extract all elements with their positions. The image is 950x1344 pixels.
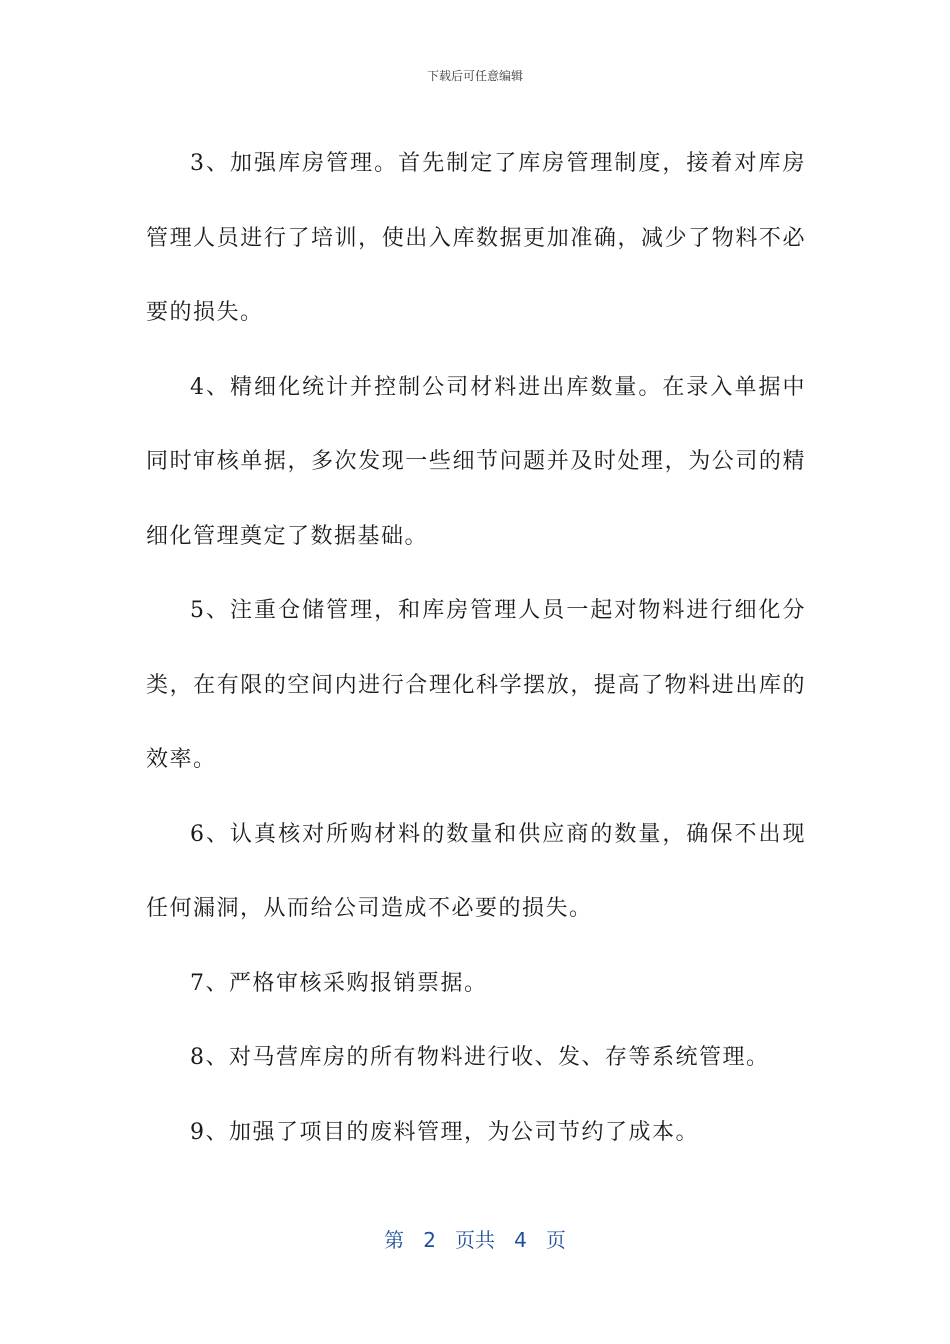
paragraph-6: 6、认真核对所购材料的数量和供应商的数量，确保不出现任何漏洞，从而给公司造成不必要的损失。 xyxy=(146,821,806,921)
paragraph-3: 3、加强库房管理。首先制定了库房管理制度，接着对库房管理人员进行了培训，使出入库数据更加准确，减少了物料不必要的损失。 xyxy=(146,151,806,325)
paragraph-8: 8、对马营库房的所有物料进行收、发、存等系统管理。 xyxy=(190,1045,770,1070)
footer-mid: 页共 xyxy=(455,1228,495,1252)
paragraph-7: 7、严格审核采购报销票据。 xyxy=(190,970,488,996)
document-body xyxy=(146,127,806,1170)
header-note: 下载后可任意编辑 xyxy=(426,69,523,83)
footer-prefix: 第 xyxy=(384,1228,405,1252)
total-pages-number: 4 xyxy=(514,1228,527,1252)
paragraph-4: 4、精细化统计并控制公司材料进出库数量。在录入单据中同时审核单据，多次发现一些细节问题并及时处理，为公司的精细化管理奠定了数据基础。 xyxy=(146,374,806,549)
current-page-number: 2 xyxy=(423,1228,436,1252)
page-footer xyxy=(0,1224,950,1253)
paragraph-5: 5、注重仓储管理，和库房管理人员一起对物料进行细化分类，在有限的空间内进行合理化科学摆放，提高了物料进出库的效率。 xyxy=(146,598,806,772)
footer-suffix: 页 xyxy=(545,1228,566,1252)
paragraph-9: 9、加强了项目的废料管理，为公司节约了成本。 xyxy=(190,1119,699,1145)
